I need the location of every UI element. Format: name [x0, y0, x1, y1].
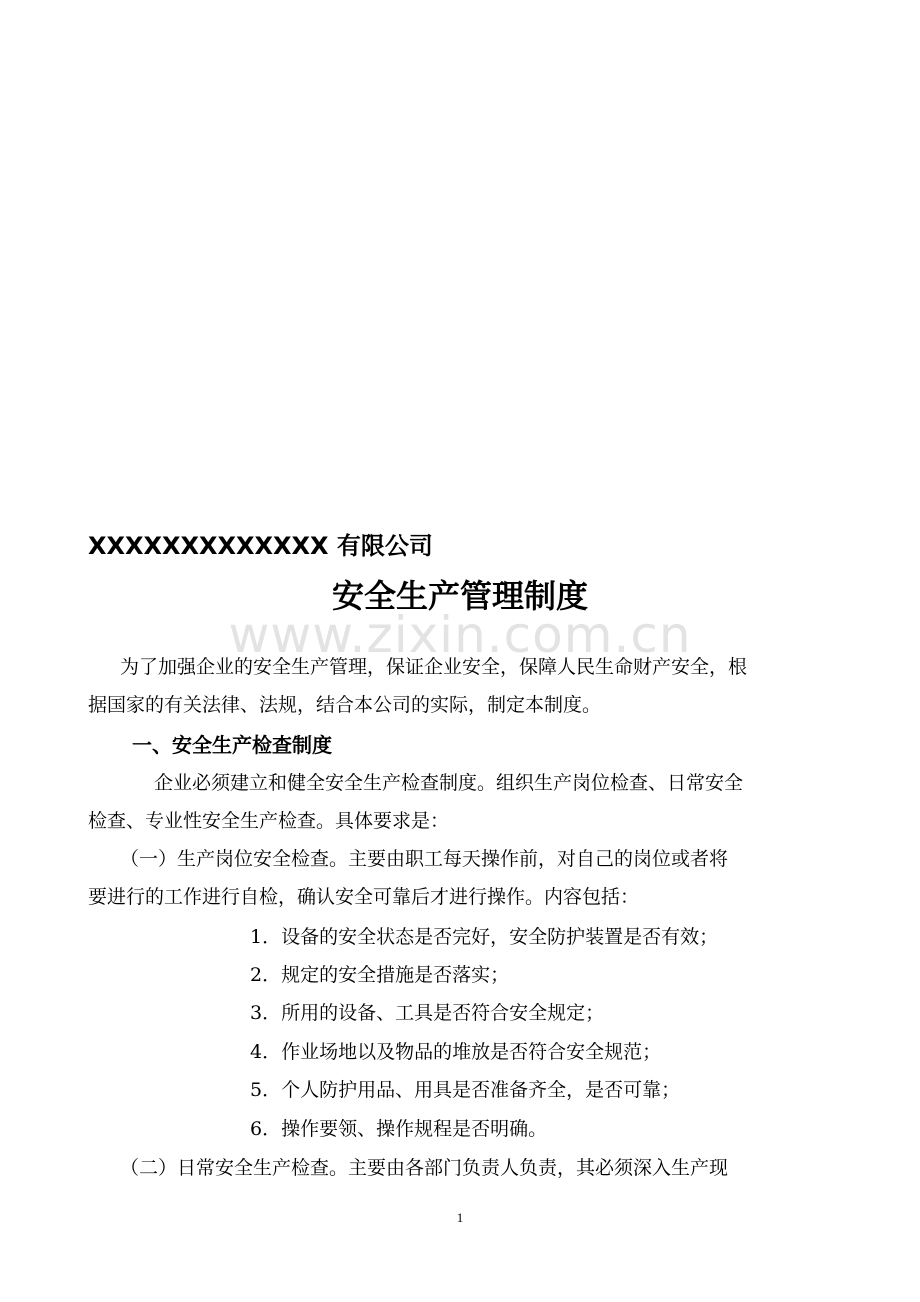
list-item: 5．个人防护用品、用具是否准备齐全，是否可靠； [250, 1079, 681, 1101]
list-item: 6．操作要领、操作规程是否明确。 [250, 1118, 548, 1140]
subsection-1-line-1: （一）生产岗位安全检查。主要由职工每天操作前，对自己的岗位或者将 [120, 848, 729, 870]
section-para-line-1: 企业必须建立和健全安全生产检查制度。组织生产岗位检查、日常安全 [154, 772, 744, 794]
section-heading: 一、安全生产检查制度 [132, 733, 332, 757]
list-item: 3．所用的设备、工具是否符合安全规定； [250, 1002, 605, 1024]
page-number: 1 [456, 1210, 464, 1225]
list-item: 1．设备的安全状态是否完好，安全防护装置是否有效； [250, 926, 719, 948]
subsection-2-line-1: （二）日常安全生产检查。主要由各部门负责人负责，其必须深入生产现 [120, 1157, 729, 1179]
document-title: 安全生产管理制度 [331, 577, 588, 615]
list-item: 2．规定的安全措施是否落实； [250, 964, 510, 986]
company-name: XXXXXXXXXXXXX 有限公司 [88, 532, 433, 560]
watermark-text: www.zixin.com.cn [228, 606, 692, 664]
subsection-1-line-2: 要进行的工作进行自检，确认安全可靠后才进行操作。内容包括： [88, 886, 640, 908]
intro-line-1: 为了加强企业的安全生产管理，保证企业安全，保障人民生命财产安全，根 [120, 656, 748, 678]
intro-line-2: 据国家的有关法律、法规，结合本公司的实际，制定本制度。 [88, 694, 602, 716]
section-para-line-2: 检查、专业性安全生产检查。具体要求是： [88, 810, 450, 832]
list-item: 4．作业场地以及物品的堆放是否符合安全规范； [250, 1041, 662, 1063]
